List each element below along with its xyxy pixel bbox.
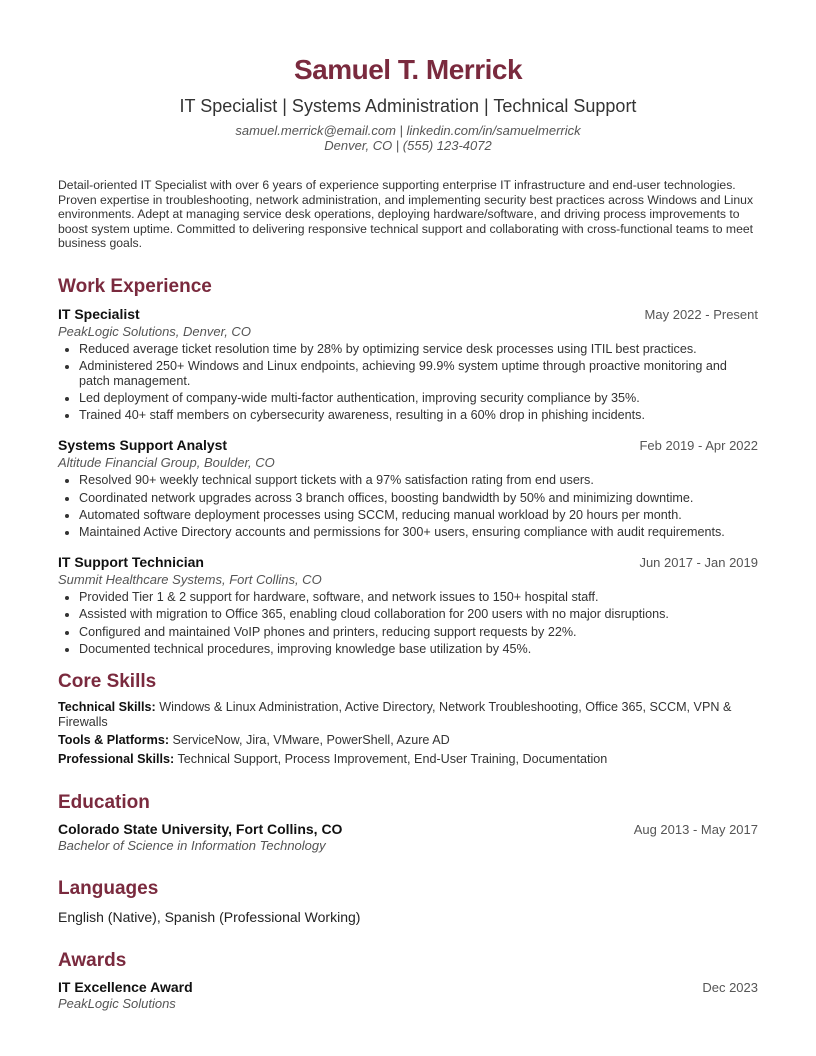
skill-value: ServiceNow, Jira, VMware, PowerShell, Azure AD	[172, 733, 450, 748]
job-bullet: • Coordinated network upgrades across 3 branch offices, boosting bandwidth by 50% and minimizing downtime.	[79, 491, 758, 506]
skill-line-tools	[58, 733, 758, 748]
job-bullets	[58, 342, 758, 422]
contact-line-email-linkedin: samuel.merrick@email.com | linkedin.com/in/samuelmerrick	[235, 123, 581, 138]
education-degree: Bachelor of Science in Information Technology	[58, 837, 326, 853]
skill-line-technical	[58, 700, 758, 729]
job-bullets	[58, 473, 758, 539]
job-bullet: • Led deployment of company-wide multi-factor authentication, improving security compliance by 35%.	[79, 391, 758, 406]
job-bullet: • Resolved 90+ weekly technical support tickets with a 97% satisfaction rating from end users.	[79, 473, 758, 488]
award-name: IT Excellence Award	[58, 978, 193, 995]
skill-label: Technical Skills:	[58, 700, 156, 715]
skill-label: Professional Skills:	[58, 751, 175, 766]
job-title: IT Specialist	[58, 305, 140, 322]
job-entry	[58, 553, 758, 656]
job-bullet: • Trained 40+ staff members on cybersecurity awareness, resulting in a 60% drop in phishing incidents.	[79, 408, 758, 423]
job-company: Summit Healthcare Systems, Fort Collins, CO	[58, 572, 322, 588]
section-title-skills: Core Skills	[58, 671, 157, 693]
job-company: PeakLogic Solutions, Denver, CO	[58, 323, 251, 339]
job-title: IT Support Technician	[58, 554, 204, 571]
section-title-education: Education	[58, 791, 150, 813]
skill-value: Windows & Linux Administration, Active Directory, Network Troubleshooting, Office 365, SCCM, VPN & Firewalls	[58, 700, 732, 729]
job-company: Altitude Financial Group, Boulder, CO	[58, 455, 275, 471]
award-organization: PeakLogic Solutions	[58, 995, 176, 1011]
contact-line-location-phone: Denver, CO | (555) 123-4072	[324, 138, 492, 153]
education-school: Colorado State University, Fort Collins, CO	[58, 820, 343, 837]
professional-summary: Detail-oriented IT Specialist with over 6 years of experience supporting enterprise IT infrastructure and end-user technologies. Proven expertise in troubleshooting, network administration, and implementing security best practices across Windows and Linux environments. Adept at managing service desk operations, deploying hardware/software, and driving process improvements to boost system uptime. Committed to delivering responsive technical support and collaborating with cross-functional teams to meet business goals.	[58, 178, 754, 251]
job-bullet: • Assisted with migration to Office 365, enabling cloud collaboration for 200 users with no major disruptions.	[79, 607, 758, 622]
contact-info	[58, 123, 758, 153]
section-title-awards: Awards	[58, 949, 127, 971]
skill-line-professional	[58, 752, 758, 767]
skill-label: Tools & Platforms:	[58, 733, 170, 748]
job-entry	[58, 305, 758, 422]
languages-list: English (Native), Spanish (Professional Working)	[58, 908, 361, 925]
award-date: Dec 2023	[702, 979, 758, 995]
education-dates: Aug 2013 - May 2017	[633, 821, 758, 837]
section-title-experience: Work Experience	[58, 275, 212, 297]
candidate-name: Samuel T. Merrick	[293, 54, 523, 85]
job-bullet: • Maintained Active Directory accounts and permissions for 300+ users, ensuring compliance with audit requirements.	[79, 525, 758, 540]
job-bullet: • Administered 250+ Windows and Linux endpoints, achieving 99.9% system uptime through proactive monitoring and patch management.	[79, 359, 758, 388]
job-bullets	[58, 590, 758, 656]
skill-value: Technical Support, Process Improvement, End-User Training, Documentation	[177, 751, 608, 766]
job-dates: May 2022 - Present	[644, 306, 758, 322]
section-title-languages: Languages	[58, 877, 159, 899]
job-bullet: • Provided Tier 1 & 2 support for hardware, software, and network issues to 150+ hospital staff.	[79, 590, 758, 605]
job-bullet: • Reduced average ticket resolution time by 28% by optimizing service desk processes using ITIL best practices.	[79, 342, 758, 357]
job-entry	[58, 436, 758, 539]
job-dates: Jun 2017 - Jan 2019	[639, 555, 758, 571]
headline: IT Specialist | Systems Administration | Technical Support	[179, 96, 637, 116]
job-dates: Feb 2019 - Apr 2022	[639, 438, 758, 454]
job-bullet: • Automated software deployment processes using SCCM, reducing manual workload by 20 hours per month.	[79, 508, 758, 523]
job-bullet: • Configured and maintained VoIP phones and printers, reducing support requests by 22%.	[79, 625, 758, 640]
job-title: Systems Support Analyst	[58, 437, 228, 454]
job-bullet: • Documented technical procedures, improving knowledge base utilization by 45%.	[79, 642, 758, 657]
